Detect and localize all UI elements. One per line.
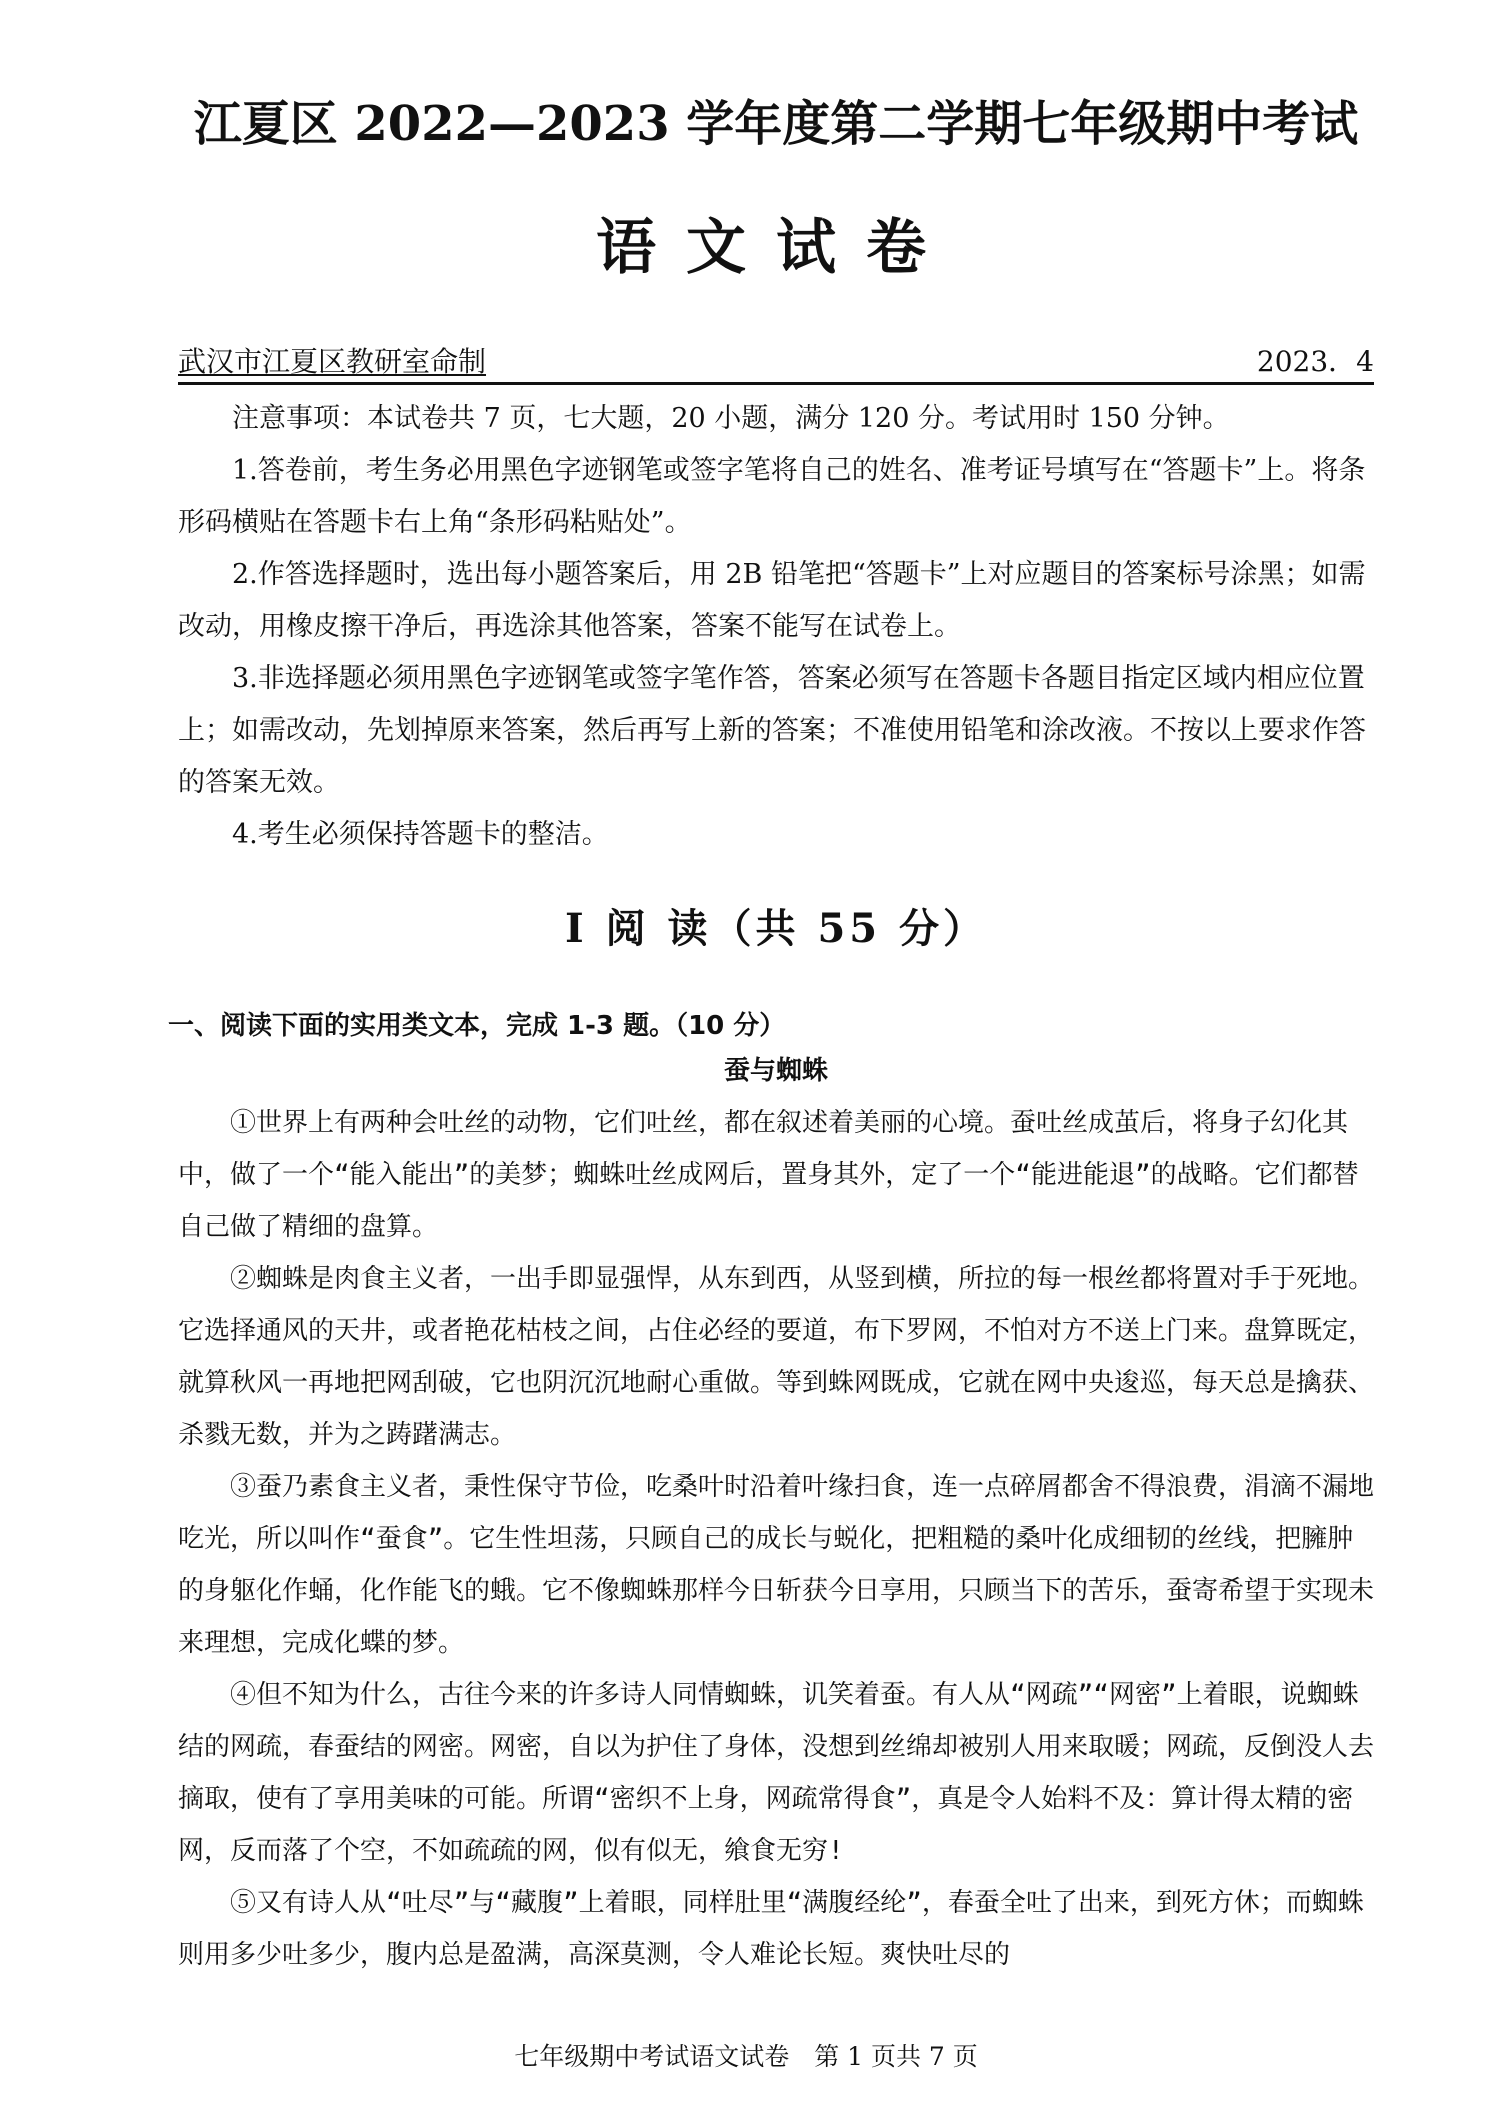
exam-notice bbox=[178, 393, 1374, 861]
article-title: 蚕与蜘蛛 bbox=[723, 1056, 828, 1086]
notice-intro: 注意事项：本试卷共 7 页，七大题，20 小题，满分 120 分。考试用时 150 分钟。 bbox=[232, 403, 1230, 434]
exam-main-title: 江夏区 2022—2023 学年度第二学期七年级期中考试 bbox=[193, 96, 1359, 152]
issuer-line bbox=[178, 344, 1374, 385]
question-heading: 一、阅读下面的实用类文本，完成 1-3 题。（10 分） bbox=[168, 1011, 786, 1041]
article-paragraph: ③蚕乃素食主义者，秉性保守节俭，吃桑叶时沿着叶缘扫食，连一点碎屑都舍不得浪费，涓滴不漏地吃光，所以叫作“蚕食”。它生性坦荡，只顾自己的成长与蜕化，把粗糙的桑叶化成细韧的丝线，把臃肿的身躯化作蛹，化作能飞的蛾。它不像蜘蛛那样今日斩获今日享用，只顾当下的苦乐，蚕寄希望于实现未来理想，完成化蝶的梦。 bbox=[178, 1472, 1375, 1658]
exam-date: 2023．4 bbox=[1256, 345, 1374, 378]
notice-item: 2.作答选择题时，选出每小题答案后，用 2B 铅笔把“答题卡”上对应题目的答案标号涂黑；如需改动，用橡皮擦干净后，再选涂其他答案，答案不能写在试卷上。 bbox=[178, 559, 1366, 642]
article-paragraph: ⑤又有诗人从“吐尽”与“藏腹”上着眼，同样肚里“满腹经纶”，春蚕全吐了出来，到死方休；而蜘蛛则用多少吐多少，腹内总是盈满，高深莫测，令人难论长短。爽快吐尽的 bbox=[178, 1888, 1364, 1970]
article-body bbox=[178, 1097, 1374, 1981]
page-footer: 七年级期中考试语文试卷 第 1 页共 7 页 bbox=[514, 2042, 978, 2071]
article-paragraph: ②蜘蛛是肉食主义者，一出手即显强悍，从东到西，从竖到横，所拉的每一根丝都将置对手于死地。它选择通风的天井，或者艳花枯枝之间，占住必经的要道，布下罗网，不怕对方不送上门来。盘算既定，就算秋风一再地把网刮破，它也阴沉沉地耐心重做。等到蛛网既成，它就在网中央逡巡，每天总是擒获、杀戮无数，并为之踌躇满志。 bbox=[178, 1264, 1375, 1450]
issuer-text: 武汉市江夏区教研室命制 bbox=[178, 345, 487, 378]
section-heading-reading: Ⅰ 阅 读（共 55 分） bbox=[564, 905, 988, 952]
notice-item: 1.答卷前，考生务必用黑色字迹钢笔或签字笔将自己的姓名、准考证号填写在“答题卡”上。将条形码横贴在答题卡右上角“条形码粘贴处”。 bbox=[178, 455, 1366, 538]
notice-item: 4.考生必须保持答题卡的整洁。 bbox=[232, 819, 609, 850]
exam-subject-title: 语文试卷 bbox=[596, 213, 956, 283]
article-paragraph: ①世界上有两种会吐丝的动物，它们吐丝，都在叙述着美丽的心境。蚕吐丝成茧后，将身子幻化其中，做了一个“能入能出”的美梦；蜘蛛吐丝成网后，置身其外，定了一个“能进能退”的战略。它们都替自己做了精细的盘算。 bbox=[178, 1108, 1359, 1242]
notice-item: 3.非选择题必须用黑色字迹钢笔或签字笔作答，答案必须写在答题卡各题目指定区域内相应位置上；如需改动，先划掉原来答案，然后再写上新的答案；不准使用铅笔和涂改液。不按以上要求作答的答案无效。 bbox=[178, 663, 1366, 798]
article-paragraph: ④但不知为什么，古往今来的许多诗人同情蜘蛛，讥笑着蚕。有人从“网疏”“网密”上着眼，说蜘蛛结的网疏，春蚕结的网密。网密，自以为护住了身体，没想到丝绵却被别人用来取暖；网疏，反倒没人去摘取，使有了享用美味的可能。所谓“密织不上身，网疏常得食”，真是令人始料不及：算计得太精的密网，反而落了个空，不如疏疏的网，似有似无，飨食无穷! bbox=[178, 1680, 1375, 1866]
